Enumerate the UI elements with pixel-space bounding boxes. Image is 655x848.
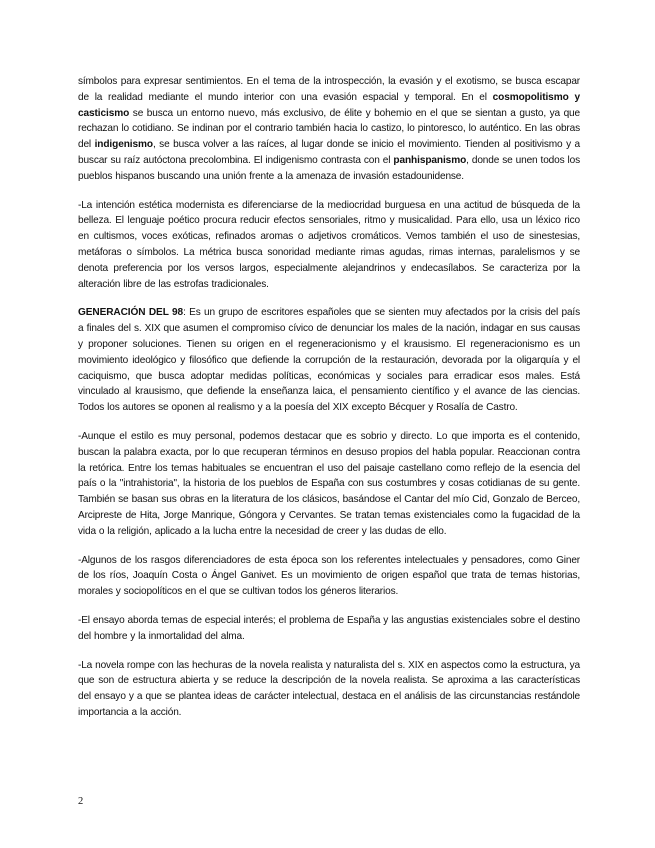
paragraph-essay: -El ensayo aborda temas de especial interés; el problema de España y las angustias existenciales sobre el destino del hombre y la inmortalidad del alma.	[78, 614, 580, 642]
paragraph-generacion-98	[78, 305, 580, 416]
page-number: 2	[78, 796, 84, 807]
document-page	[78, 74, 580, 734]
term-indigenismo: indigenismo	[94, 139, 153, 151]
paragraph-modernism-themes	[78, 74, 580, 185]
text-span: , se busca volver a las raíces, al lugar donde se inicio el movimiento. Tienden al positivismo y a buscar su raíz autóctona precolombina. El indigenismo contrasta con el	[78, 139, 580, 166]
text-span: : Es un grupo de escritores españoles que se sienten muy afectados por la crisis del país a finales del s. XIX que asumen el compromiso cívico de denunciar los males de la nación, indagar en sus causas y proponer soluciones. Tienen su origen en el regeneracionismo y el krausismo. El regeneracionismo es un movimiento ideológico y filosófico que defiende la corrupción de la restauración, devorada por la oligarquía y el caciquismo, que busca adoptar medidas políticas, económicas y sociales para erradicar esos males. Está vinculado al krausismo, que defiende la enseñanza laica, el pensamiento científico y el avance de las ciencias. Todos los autores se oponen al realismo y a la poesía del XIX excepto Bécquer y Rosalía de Castro.	[78, 307, 580, 414]
text-span: símbolos para expresar sentimientos. En el tema de la introspección, la evasión y el exotismo, se busca escapar de la realidad mediante el mundo interior con una evasión espacial y temporal. En el	[78, 76, 580, 103]
paragraph-novel: -La novela rompe con las hechuras de la novela realista y naturalista del s. XIX en aspectos como la estructura, ya que son de estructura abierta y se reduce la descripción de la novela realista. Se aproxima a las características del ensayo y a que se plantea ideas de carácter intelectual, destaca en el análisis de las circunstancias restándole importancia a la acción.	[78, 659, 580, 718]
text-span: , donde se unen todos los pueblos hispanos buscando una unión frente a la amenaza de invasión estadounidense.	[78, 154, 580, 182]
term-cosmopolitismo: cosmopolitismo y casticismo	[78, 91, 580, 119]
text-span: se busca un entorno nuevo, más exclusivo, de élite y bohemio en el que se sientan a gusto, ya que rechazan lo cotidiano. Se indinan por el contrario también hacia lo castizo, lo pintoresco, lo auténtico. En las obras del	[78, 107, 580, 151]
paragraph-98-features: -Algunos de los rasgos diferenciadores de esta época son los referentes intelectuales y pensadores, como Giner de los ríos, Joaquín Costa o Ángel Ganivet. Es un movimiento de origen español que trata de temas historias, morales y sociopolíticos en el que se cultivan todos los géneros literarios.	[78, 554, 580, 598]
paragraph-98-style: -Aunque el estilo es muy personal, podemos destacar que es sobrio y directo. Lo que importa es el contenido, buscan la palabra exacta, por lo que recuperan términos en desuso propios del habla popular. Reaccionan contra la retórica. Entre los temas habituales se encuentran el uso del paisaje castellano como reflejo de la esencia del país o la "intrahistoria", la historia de los pueblos de España con sus costumbres y cosas cotidianas de su gente. También se basan sus obras en la literatura de los clásicos, basándose el Cantar del mío Cid, Gonzalo de Berceo, Arcipreste de Hita, Jorge Manrique, Góngora y Cervantes. Se tratan temas existenciales como la fugacidad de la vida o la religión, aplicado a la lucha entre la necesidad de creer y las dudas de ello.	[78, 430, 580, 537]
heading-generacion-98: GENERACIÓN DEL 98	[78, 307, 184, 319]
paragraph-modernism-style: -La intención estética modernista es diferenciarse de la mediocridad burguesa en una actitud de búsqueda de la belleza. El lenguaje poético procura reducir efectos sensoriales, ritmo y musicalidad. Para ello, usa un léxico rico en cultismos, voces exóticas, refinados aromas o adjetivos cromáticos. Vemos también el uso de sinestesias, metáforas o símbolos. La métrica busca sonoridad mediante rimas agudas, rimas internas, paralelismos y se denota preferencia por los versos largos, especialmente alejandrinos y endecasílabos. Se caracteriza por la alteración libre de las estrofas tradicionales.	[78, 199, 580, 290]
term-panhispanismo: panhispanismo	[393, 154, 467, 166]
